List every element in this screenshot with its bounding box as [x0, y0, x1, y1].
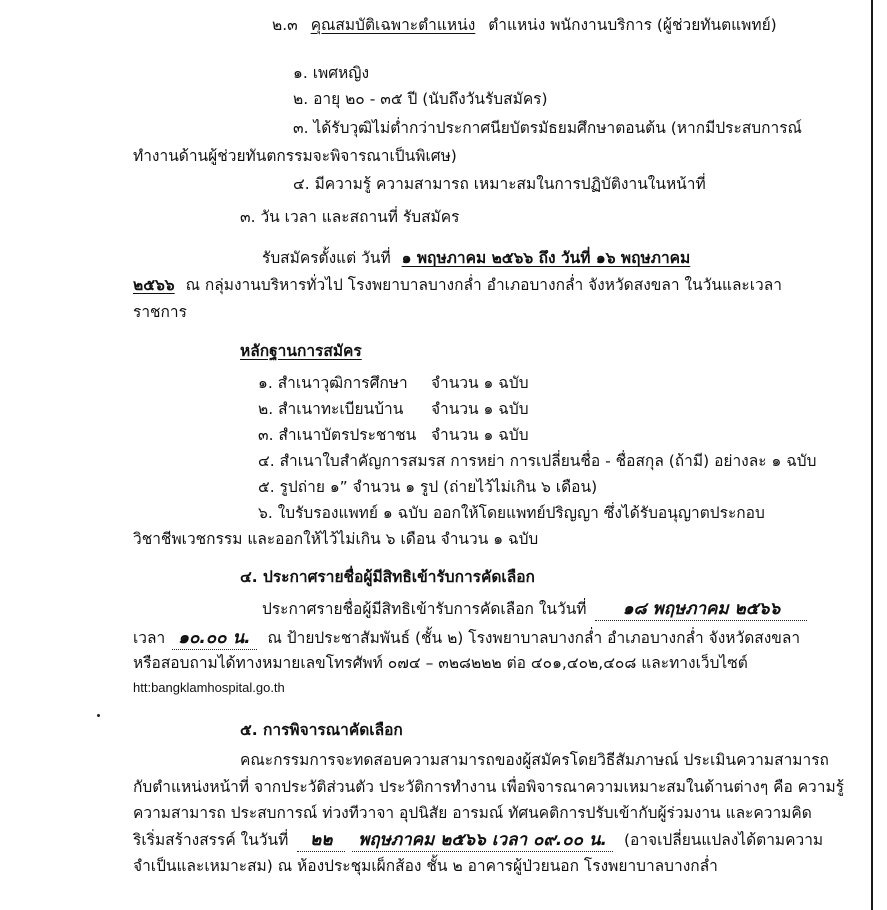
evidence-name: ๓. สำเนาบัตรประชาชน	[258, 426, 417, 444]
selection-line-5: จำเป็นและเหมาะสม) ณ ห้องประชุมเผ็กส้อง ชั้น ๒ อาคารผู้ป่วยนอก โรงพยาบาลบางกล่ำ	[133, 857, 718, 875]
announcement-place: ณ ป้ายประชาสัมพันธ์ (ชั้น ๒) โรงพยาบาลบางกล่ำ อำเภอบางกล่ำ จังหวัดสงขลา	[267, 629, 801, 647]
selection-line-3: ความสามารถ ประสบการณ์ ท่วงทีวาจา อุปนิสัย อารมณ์ ทัศนคติการปรับเข้ากับผู้ร่วมงาน และความคิด	[133, 804, 812, 822]
selection-day: ๒๒	[297, 829, 345, 852]
evidence-item-4: ๔. สำเนาใบสำคัญการสมรส การหย่า การเปลี่ยนชื่อ - ชื่อสกุล (ถ้ามี) อย่างละ ๑ ฉบับ	[258, 452, 817, 470]
section-title: คุณสมบัติเฉพาะตำแหน่ง	[310, 16, 476, 34]
evidence-item-6: ๖. ใบรับรองแพทย์ ๑ ฉบับ ออกให้โดยแพทย์ปริญญา ซึ่งได้รับอนุญาตประกอบ	[258, 504, 765, 522]
section-4-heading: ๔. ประกาศรายชื่อผู้มีสิทธิเข้ารับการคัดเลือก	[240, 568, 535, 586]
evidence-item-1	[258, 372, 529, 394]
selection-note: (อาจเปลี่ยนแปลงได้ตามความ	[623, 831, 824, 849]
application-place: ณ กลุ่มงานบริหารทั่วไป โรงพยาบาลบางกล่ำ อำเภอบางกล่ำ จังหวัดสงขลา ในวันและเวลา	[185, 276, 782, 294]
evidence-item-3	[258, 424, 529, 446]
time-lead: เวลา	[133, 629, 166, 647]
page-border	[871, 0, 873, 910]
announcement-time: ๑๐.๐๐ น.	[172, 627, 256, 650]
announcement-line	[262, 598, 807, 621]
qualification-3-cont: ทำงานด้านผู้ช่วยทันตกรรมจะพิจารณาเป็นพิเศษ)	[133, 147, 457, 165]
selection-line-1: คณะกรรมการจะทดสอบความสามารถของผู้สมัครโดยวิธีสัมภาษณ์ ประเมินความสามารถ	[240, 751, 829, 769]
selection-date-lead: ริเริ่มสร้างสรรค์ ในวันที่	[133, 831, 289, 849]
announcement-date: ๑๘ พฤษภาคม ๒๕๖๖	[595, 598, 807, 621]
section-5-heading: ๕. การพิจารณาคัดเลือก	[240, 721, 403, 739]
qualification-3: ๓. ได้รับวุฒิไม่ต่ำกว่าประกาศนียบัตรมัธยมศึกษาตอนต้น (หากมีประสบการณ์	[293, 119, 802, 137]
evidence-qty: จำนวน ๑ ฉบับ	[430, 374, 529, 392]
evidence-name: ๑. สำเนาวุฒิการศึกษา	[258, 374, 408, 392]
section-2-3-heading	[272, 14, 777, 36]
qualification-2: ๒. อายุ ๒๐ - ๓๕ ปี (นับถึงวันรับสมัคร)	[293, 90, 548, 108]
application-year: ๒๕๖๖	[133, 276, 175, 294]
contact-line: หรือสอบถามได้ทางหมายเลขโทรศัพท์ ๐๗๔ – ๓๒๘๒๒๒ ต่อ ๔๐๑,๔๐๒,๔๐๘ และทางเว็บไซต์	[133, 654, 748, 672]
evidence-item-6-cont: วิชาชีพเวชกรรม และออกให้ไว้ไม่เกิน ๖ เดือน จำนวน ๑ ฉบับ	[133, 530, 539, 548]
position-name: ตำแหน่ง พนักงานบริการ (ผู้ช่วยทันตแพทย์)	[488, 16, 777, 34]
qualification-1: ๑. เพศหญิง	[293, 64, 370, 82]
stray-mark	[97, 714, 100, 717]
website-url: htt:bangklamhospital.go.th	[133, 680, 285, 695]
qualification-4: ๔. มีความรู้ ความสามารถ เหมาะสมในการปฏิบัติงานในหน้าที่	[293, 175, 706, 193]
section-number: ๒.๓	[272, 16, 298, 34]
selection-date-time: พฤษภาคม ๒๕๖๖ เวลา ๐๙.๐๐ น.	[352, 829, 613, 852]
announcement-lead: ประกาศรายชื่อผู้มีสิทธิเข้ารับการคัดเลือก ในวันที่	[262, 600, 587, 618]
selection-line-4	[133, 829, 823, 852]
application-place-cont: ราชการ	[133, 303, 187, 321]
period-lead: รับสมัครตั้งแต่ วันที่	[262, 249, 391, 267]
section-3-heading: ๓. วัน เวลา และสถานที่ รับสมัคร	[240, 208, 460, 226]
application-period-line	[262, 247, 794, 269]
evidence-qty: จำนวน ๑ ฉบับ	[430, 400, 529, 418]
evidence-item-2	[258, 398, 529, 420]
application-place-line	[133, 274, 782, 296]
evidence-qty: จำนวน ๑ ฉบับ	[430, 426, 529, 444]
selection-line-2: กับตำแหน่งหน้าที่ จากประวัติส่วนตัว ประวัติการทำงาน เพื่อพิจารณาความเหมาะสมในด้านต่างๆ คือ ความรู้	[133, 778, 845, 796]
evidence-name: ๒. สำเนาทะเบียนบ้าน	[258, 400, 404, 418]
evidence-item-5: ๕. รูปถ่าย ๑” จำนวน ๑ รูป (ถ่ายไว้ไม่เกิน ๖ เดือน)	[258, 478, 598, 496]
application-dates: ๑ พฤษภาคม ๒๕๖๖ ถึง วันที่ ๑๖ พฤษภาคม	[401, 249, 691, 267]
evidence-title: หลักฐานการสมัคร	[240, 342, 362, 360]
announcement-place-line	[133, 627, 800, 650]
